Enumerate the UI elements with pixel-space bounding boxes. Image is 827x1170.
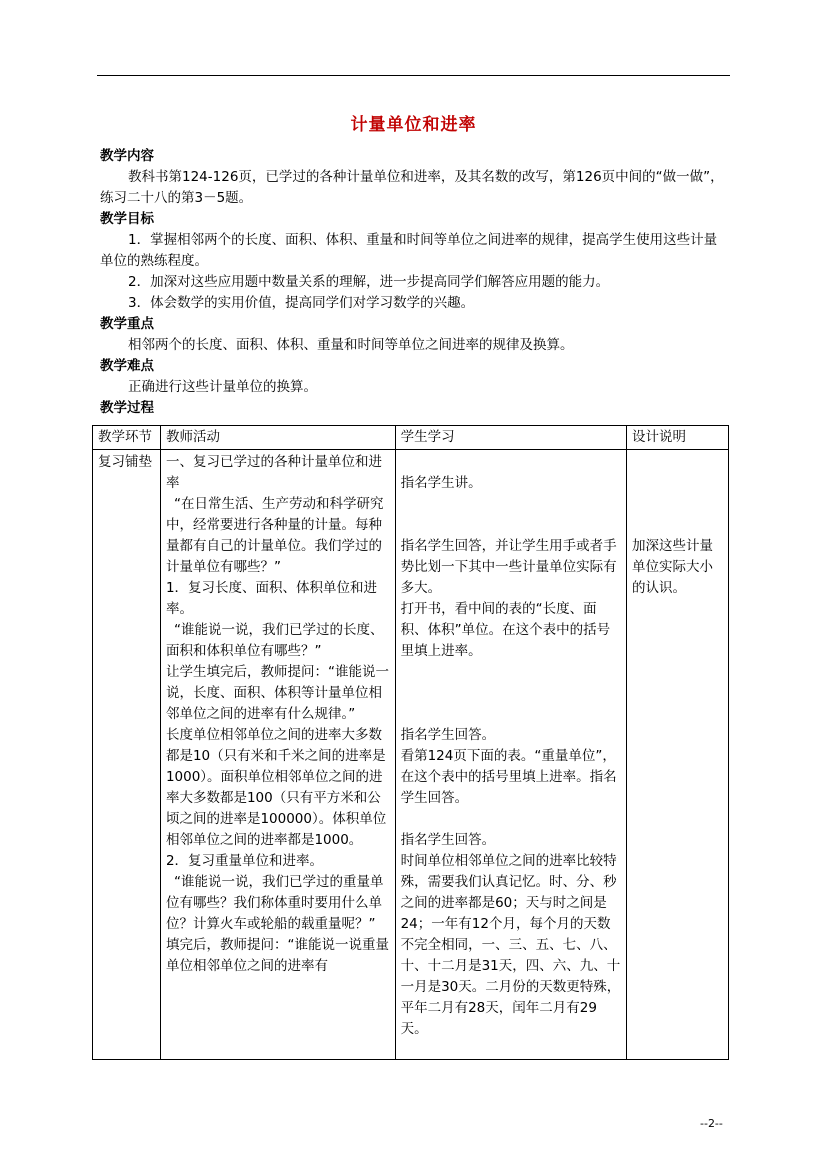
objective-1: 1．掌握相邻两个的长度、面积、体积、重量和时间等单位之间进率的规律，提高学生使用这些计量单位的熟练程度。 bbox=[100, 232, 718, 269]
difficulty-paragraph: 正确进行这些计量单位的换算。 bbox=[128, 379, 317, 395]
student-cell bbox=[395, 450, 626, 1060]
teacher-cell bbox=[160, 450, 395, 1060]
student-text-1: 指名学生讲。 bbox=[400, 475, 482, 491]
header-teacher: 教师活动 bbox=[160, 426, 395, 450]
objective-3: 3．体会数学的实用价值，提高同学们对学习数学的兴趣。 bbox=[128, 295, 475, 311]
header-design: 设计说明 bbox=[627, 426, 729, 450]
table-row bbox=[93, 450, 729, 1060]
teacher-text-4: “谁能说一说，我们已学过的长度、面积和体积单位有哪些？” bbox=[165, 622, 384, 659]
teacher-text-7: 2．复习重量单位和进率。 bbox=[165, 853, 324, 869]
heading-objectives: 教学目标 bbox=[100, 211, 154, 227]
teacher-text-2: “在日常生活、生产劳动和科学研究中，经常要进行各种量的计量。每种量都有自己的计量单位。我们学过的计量单位有哪些？” bbox=[165, 496, 384, 575]
lesson-process-table bbox=[92, 425, 729, 1060]
heading-content: 教学内容 bbox=[100, 148, 154, 164]
table-header-row bbox=[93, 426, 729, 450]
teacher-text-8: “谁能说一说，我们已学过的重量单位有哪些？我们称体重时要用什么单位？计算火车或轮船的载重量呢？” bbox=[165, 874, 384, 932]
header-rule bbox=[97, 75, 730, 76]
stage-label: 复习铺垫 bbox=[98, 454, 152, 470]
student-text-3: 打开书，看中间的表的“长度、面积、体积”单位。在这个表中的括号里填上进率。 bbox=[400, 601, 611, 659]
design-text-1: 加深这些计量单位实际大小的认识。 bbox=[632, 538, 714, 596]
student-text-5: 看第124页下面的表。“重量单位”，在这个表中的括号里填上进率。指名学生回答。 bbox=[400, 748, 617, 806]
design-cell bbox=[627, 450, 729, 1060]
page-number: --2-- bbox=[700, 1117, 723, 1130]
page-title: 计量单位和进率 bbox=[350, 115, 477, 135]
heading-difficulty: 教学难点 bbox=[100, 358, 154, 374]
document-body bbox=[100, 146, 730, 419]
student-text-6: 指名学生回答。 bbox=[400, 832, 496, 848]
student-text-7: 时间单位相邻单位之间的进率比较特殊，需要我们认真记忆。时、分、秒之间的进率都是60；天与时之间是24；一年有12个月，每个月的天数不完全相同，一、三、五、七、八、十、十二月是31天，四、六、九、十一月是30天。二月份的天数更特殊，平年二月有28天，闰年二月有29天。 bbox=[400, 853, 621, 1037]
teacher-text-5: 让学生填完后，教师提问：“谁能说一说，长度、面积、体积等计量单位相邻单位之间的进率有什么规律。” bbox=[165, 664, 389, 722]
teacher-text-9: 填完后，教师提问：“谁能说一说重量单位相邻单位之间的进率有 bbox=[165, 937, 389, 974]
student-text-2: 指名学生回答，并让学生用手或者手势比划一下其中一些计量单位实际有多大。 bbox=[400, 538, 617, 596]
heading-key-points: 教学重点 bbox=[100, 316, 154, 332]
teacher-text-1: 一、复习已学过的各种计量单位和进率 bbox=[165, 454, 382, 491]
key-points-paragraph: 相邻两个的长度、面积、体积、重量和时间等单位之间进率的规律及换算。 bbox=[128, 337, 574, 353]
teacher-text-6: 长度单位相邻单位之间的进率大多数都是10（只有米和千米之间的进率是1000）。面积单位相邻单位之间的进率大多数都是100（只有平方米和公顷之间的进率是100000）。体积单位相邻单位之间的进率都是1000。 bbox=[165, 727, 387, 848]
student-text-4: 指名学生回答。 bbox=[400, 727, 496, 743]
stage-cell bbox=[93, 450, 161, 1060]
teacher-text-3: 1．复习长度、面积、体积单位和进率。 bbox=[165, 580, 378, 617]
header-stage: 教学环节 bbox=[93, 426, 161, 450]
heading-process: 教学过程 bbox=[100, 400, 154, 416]
content-paragraph: 教科书第124-126页，已学过的各种计量单位和进率，及其名数的改写，第126页中间的“做一做”，练习二十八的第3－5题。 bbox=[100, 169, 724, 206]
objective-2: 2．加深对这些应用题中数量关系的理解，进一步提高同学们解答应用题的能力。 bbox=[128, 274, 610, 290]
header-student: 学生学习 bbox=[395, 426, 626, 450]
